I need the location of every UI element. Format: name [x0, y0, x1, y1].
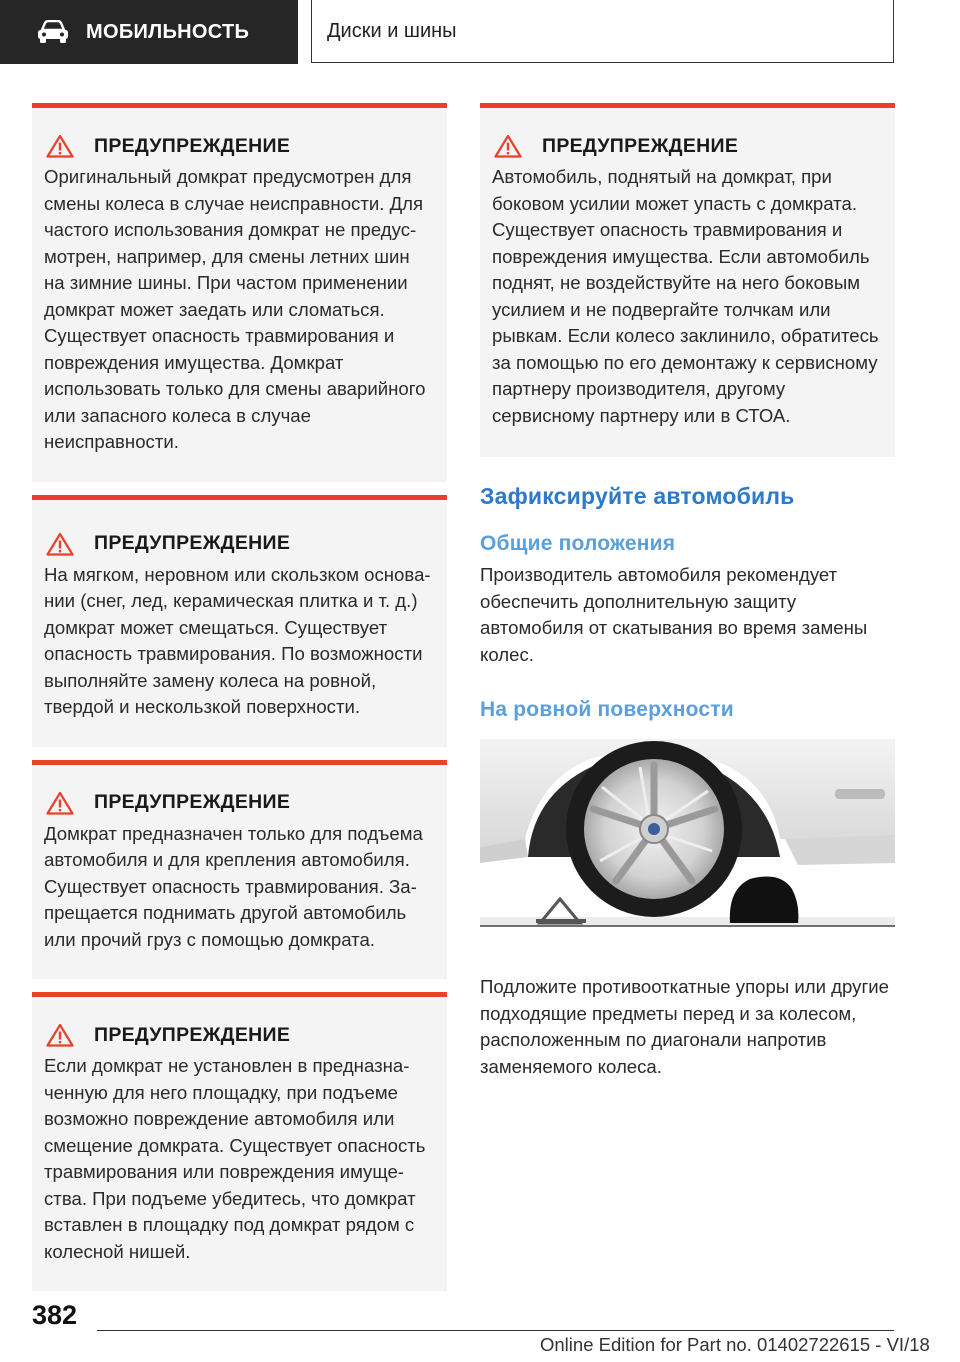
warning-text: На мягком, неровном или скользком основании (снег, лед, керамическая плитка и т. д.) домкрат может смещаться. Существует опасность травмирования. По возможности выполняйте замену колеса на ровной, твердой и нескользкой поверхности.: [44, 563, 431, 717]
main-heading: Зафиксируйте автомобиль: [480, 483, 795, 509]
warning-box: [32, 760, 447, 980]
warning-title: ПРЕДУПРЕЖДЕНИЕ: [94, 1023, 291, 1046]
warning-text: Если домкрат не установлен в предназначенную для него площадку, при подъеме возможно повреждение автомобиля или смещение домкрата. Существует опасность травмирования или повреждения имущества. При подъеме убедитесь, что домкрат вставлен в площадку под домкрат рядом с колесной нишей.: [44, 1055, 426, 1262]
warning-title: ПРЕДУПРЕЖДЕНИЕ: [94, 532, 291, 554]
warning-text: Домкрат предназначен только для подъема автомобиля и для крепления автомобиля. Существует опасность травмирования. Запрещается поднимать другой автомобиль или прочий груз с помощью домкрата.: [44, 822, 423, 950]
warning-box: [480, 103, 895, 457]
warning-triangle-icon: [494, 134, 522, 158]
general-paragraph: Производитель автомобиля рекомендует обеспечить дополнительную защиту автомобиля от скатывания во время замены колес.: [480, 564, 868, 665]
warning-title: ПРЕДУПРЕЖДЕНИЕ: [542, 134, 739, 157]
page-number: 382: [32, 1300, 78, 1330]
warning-triangle-icon: [46, 1023, 74, 1047]
warning-text: Автомобиль, поднятый на домкрат, при боковом усилии может упасть с домкрата. Существует опасность травмирования и повреждения имущества. Если автомобиль поднят, не воздействуйте на него боковым усилием и не подвергайте толчкам или рывкам. Если колесо заклинило, обратитесь за помощью по его демонтажу к сервисному партнеру производителя, другому сервисному партнеру или в СТОА.: [492, 166, 879, 426]
chapter-tab: [0, 0, 298, 64]
left-column: [32, 103, 447, 1304]
section-header: [311, 0, 894, 63]
warning-box: [32, 495, 447, 747]
car-icon: [36, 20, 70, 44]
section-title: Диски и шины: [327, 19, 457, 42]
chapter-title: МОБИЛЬНОСТЬ: [86, 20, 250, 43]
footer-divider: [97, 1330, 894, 1331]
sub-heading-general: Общие положения: [480, 532, 676, 555]
warning-triangle-icon: [46, 532, 74, 556]
warning-triangle-icon: [46, 791, 74, 815]
edition-info: Online Edition for Part no. 01402722615 - VI/18: [540, 1334, 930, 1355]
warning-text: Оригинальный домкрат предусмотрен для смены колеса в случае неисправности. Для частого использования домкрат не предусмотрен, например, для смены летних шин на зимние шины. При частом применении домкрат может заедать или сломаться. Существует опасность травмирования и повреждения имущества. Домкрат использовать только для смены аварийного или запасного колеса в случае неисправности.: [44, 166, 426, 452]
wheel-illustration-svg: [480, 739, 895, 925]
warning-triangle-icon: [46, 134, 74, 158]
figure-caption: Подложите противооткатные упоры или другие подходящие предметы перед и за колесом, расположенным по диагонали напротив заменяемого колеса.: [480, 976, 889, 1077]
sub-heading-level-surface: На ровной поверхности: [480, 698, 734, 721]
warning-box: [32, 992, 447, 1291]
warning-title: ПРЕДУПРЕЖДЕНИЕ: [94, 791, 291, 813]
warning-title: ПРЕДУПРЕЖДЕНИЕ: [94, 134, 291, 157]
right-column: [480, 103, 895, 1080]
wheel-chock-illustration: [480, 739, 895, 927]
warning-box: [32, 103, 447, 482]
